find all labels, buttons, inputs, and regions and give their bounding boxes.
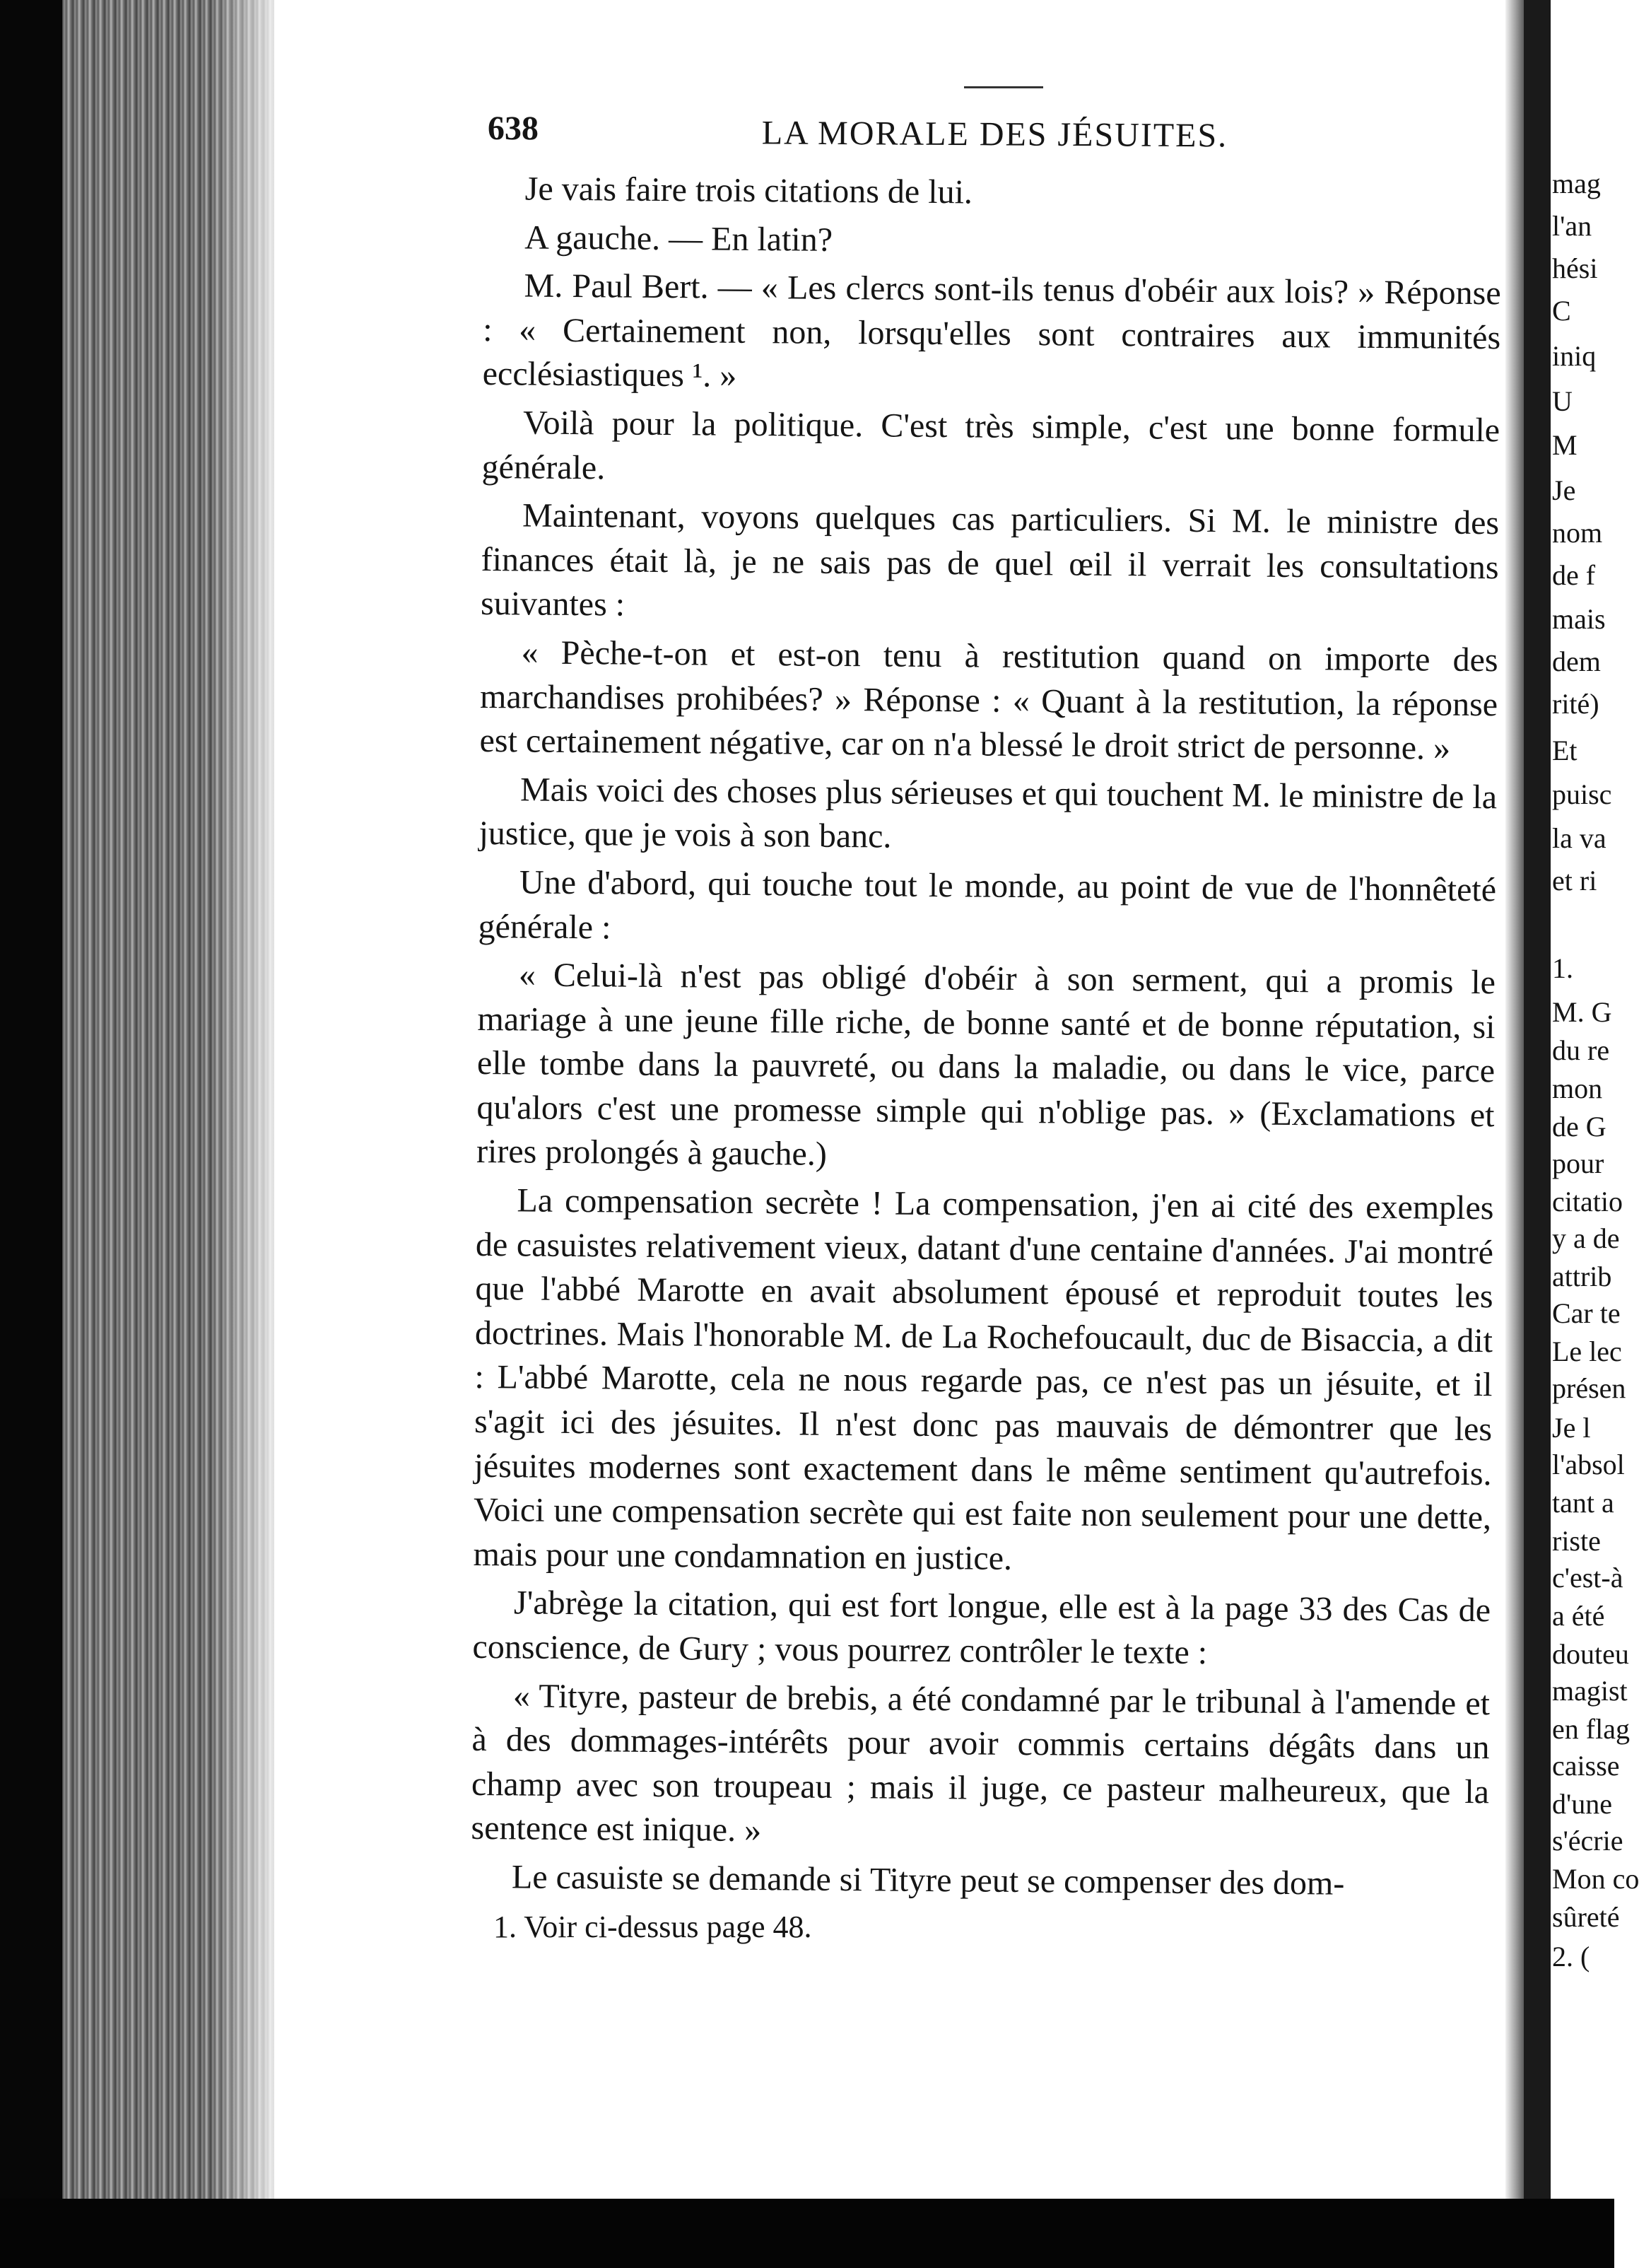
adjacent-page-fragment: y a de — [1552, 1222, 1620, 1254]
page-header — [488, 106, 1502, 162]
adjacent-page-fragment: mag — [1552, 168, 1601, 199]
adjacent-page-fragment: 1. — [1552, 952, 1573, 984]
adjacent-page-fragment: pour — [1552, 1147, 1604, 1179]
adjacent-page-fragment: l'an — [1552, 210, 1592, 242]
adjacent-page-fragment: Mon co — [1552, 1863, 1639, 1895]
footnote: 1. Voir ci-dessus page 48. — [493, 1910, 812, 1944]
adjacent-page-fragment: nom — [1552, 517, 1603, 549]
paragraph: La compensation secrète ! La compensation, j'en ai cité des exemples de casuistes relativement vieux, datant d'une centaine d'années. J'ai montré que l'abbé Marotte en avait absolument épousé et reproduit toutes les doctrines. Mais l'honorable M. de La Rochefoucault, duc de Bisaccia, a dit : L'abbé Marotte, cela ne nous regarde pas, ce n'est pas un jésuite, et il s'agit ici des jésuites. Il n'est donc pas mauvais de démontrer que les jésuites modernes sont exactement dans le même sentiment qu'autrefois. Voici une compensation secrète qui est faite non seulement pour une dette, mais pour une condamnation en justice. — [473, 1181, 1494, 1577]
left-page — [276, 0, 1505, 2199]
adjacent-page-fragment: mon — [1552, 1072, 1603, 1104]
paragraph: Maintenant, voyons quelques cas particuliers. Si M. le ministre des finances était là, je ne sais pas de quel œil il verrait les consultations suivantes : — [480, 496, 1500, 624]
adjacent-page-fragment: 2. ( — [1552, 1941, 1590, 1972]
paragraph: « Pèche-t-on et est-on tenu à restitution quand on importe des marchandises prohibées? » Réponse : « Quant à la restitution, la réponse est certainement négative, car on n'a blessé le droit strict de personne. » — [479, 633, 1498, 767]
paragraph: Voilà pour la politique. C'est très simple, c'est une bonne formule générale. — [481, 404, 1500, 486]
adjacent-page-fragment: citatio — [1552, 1186, 1623, 1217]
adjacent-page-fragment: Et — [1552, 735, 1578, 766]
adjacent-page-fragment: Car te — [1552, 1297, 1621, 1329]
page-edges-fade — [212, 0, 276, 2199]
paragraph: A gauche. — En latin? — [524, 218, 833, 259]
adjacent-page-fragment: l'absol — [1552, 1449, 1625, 1480]
adjacent-page-fragment: Je — [1552, 474, 1576, 506]
header-ornament — [964, 86, 1043, 88]
adjacent-page-fragment: en flag — [1552, 1713, 1630, 1745]
adjacent-page-fragment: la va — [1552, 822, 1606, 854]
paragraph: Une d'abord, qui touche tout le monde, au point de vue de l'honnêteté générale : — [478, 863, 1497, 946]
adjacent-page-fragment: rité) — [1552, 688, 1599, 720]
adjacent-page-fragment: du re — [1552, 1034, 1610, 1066]
adjacent-page-fragment: riste — [1552, 1525, 1601, 1557]
adjacent-page-fragment: présen — [1552, 1372, 1626, 1404]
adjacent-page-fragment: a été — [1552, 1600, 1605, 1632]
adjacent-page-fragment: Je l — [1552, 1412, 1591, 1444]
book-gutter — [1524, 0, 1551, 2199]
adjacent-page-fragment: s'écrie — [1552, 1825, 1623, 1857]
adjacent-page-fragment: dem — [1552, 645, 1601, 677]
adjacent-page-fragment: Le lec — [1552, 1335, 1622, 1367]
adjacent-page-fragment: et ri — [1552, 865, 1597, 896]
adjacent-page-fragment: M — [1552, 429, 1578, 461]
adjacent-page-fragment: iniq — [1552, 340, 1597, 372]
paragraph: « Tityre, pasteur de brebis, a été condamné par le tribunal à l'amende et à des dommages-intérêts pour avoir commis certains dégâts dans un champ avec son troupeau ; mais il juge, ce pasteur malheureux, que la sentence est inique. » — [471, 1676, 1491, 1849]
paragraph: J'abrège la citation, qui est fort longue, elle est à la page 33 des Cas de conscience, de Gury ; vous pourrez contrôler le texte : — [472, 1584, 1491, 1672]
adjacent-page-fragment: de f — [1552, 559, 1596, 591]
adjacent-page-fragment: douteu — [1552, 1638, 1629, 1670]
adjacent-page-fragment: M. G — [1552, 996, 1612, 1028]
adjacent-page-fragment: puisc — [1552, 778, 1612, 810]
page-number: 638 — [487, 110, 539, 148]
adjacent-page-fragment: de G — [1552, 1111, 1606, 1142]
adjacent-page-fragment: caisse — [1552, 1750, 1620, 1782]
fold-shadow — [1505, 0, 1524, 2199]
adjacent-page-fragment: U — [1552, 385, 1573, 417]
body-text — [471, 167, 1502, 1912]
paragraph: Je vais faire trois citations de lui. — [524, 170, 973, 211]
paragraph: M. Paul Bert. — « Les clercs sont-ils tenus d'obéir aux lois? » Réponse : « Certainement non, lorsqu'elles sont contraires aux immunités ecclésiastiques ¹. » — [482, 267, 1501, 395]
paragraph: Le casuiste se demande si Tityre peut se compenser des dom- — [511, 1858, 1345, 1902]
paragraph: « Celui-là n'est pas obligé d'obéir à son serment, qui a promis le mariage à une jeune fille riche, de bonne santé et de bonne réputation, si elle tombe dans la pauvreté, ou dans la maladie, ou dans le vice, parce qu'alors c'est une promesse simple qui n'oblige pas. » (Exclamations et rires prolongés à gauche.) — [476, 956, 1496, 1174]
running-title: LA MORALE DES JÉSUITES. — [761, 114, 1228, 155]
adjacent-page-fragment: mais — [1552, 603, 1606, 635]
adjacent-page-fragment: sûreté — [1552, 1901, 1620, 1933]
paragraph: Mais voici des choses plus sérieuses et qui touchent M. le ministre de la justice, que je vois à son banc. — [478, 771, 1498, 855]
adjacent-page-fragment: hési — [1552, 252, 1598, 284]
adjacent-page-fragment: c'est-à — [1552, 1562, 1623, 1594]
adjacent-page-fragment: C — [1552, 295, 1571, 327]
scan-bottom-border — [0, 2199, 1614, 2268]
adjacent-page-fragment: magist — [1552, 1675, 1628, 1707]
adjacent-page-fragment: d'une — [1552, 1788, 1612, 1820]
adjacent-page-fragment: tant a — [1552, 1487, 1614, 1519]
adjacent-page-fragment: attrib — [1552, 1261, 1612, 1292]
adjacent-page — [1551, 0, 1639, 2199]
